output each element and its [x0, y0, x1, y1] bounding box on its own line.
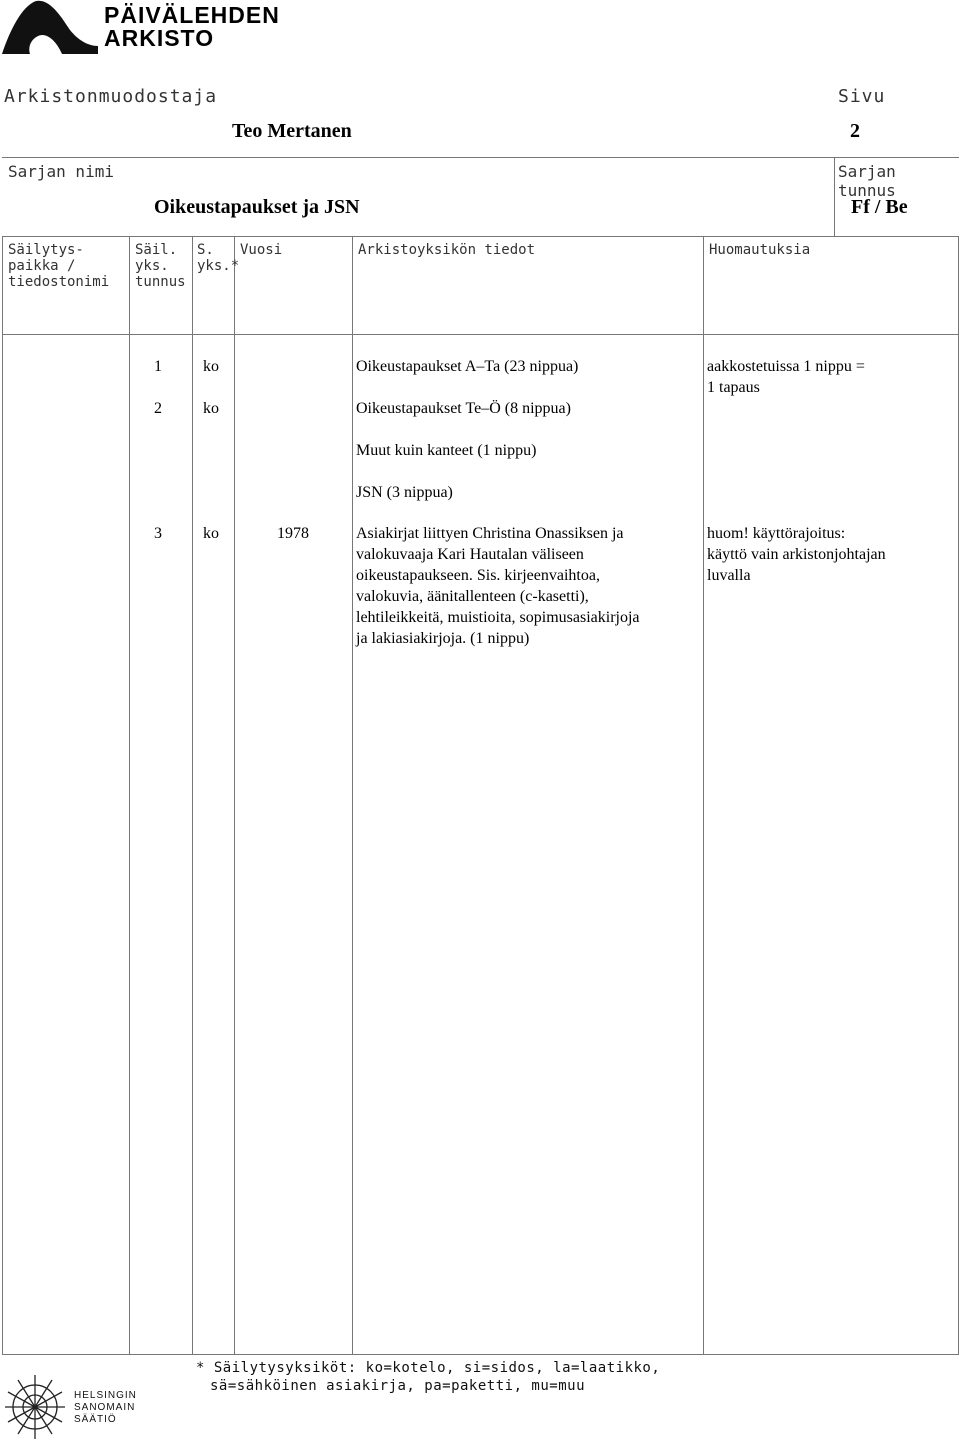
col-divider-4 — [352, 236, 353, 1355]
table-left-border — [2, 236, 3, 1355]
row-1-notes — [707, 356, 865, 398]
foot-logo-line: SÄÄTIÖ — [74, 1414, 117, 1425]
row-1-details-line: Oikeustapaukset A–Ta (23 nippua) — [356, 358, 579, 375]
header-divider — [2, 157, 959, 158]
paivalehden-arkisto-logo-icon — [0, 0, 100, 58]
col-divider-1 — [129, 236, 130, 1355]
helsingin-sanomain-saatio-logo-icon — [2, 1372, 68, 1442]
row-1-notes-line: 1 tapaus — [707, 379, 760, 396]
footnote-line: * Säilytysyksiköt: ko=kotelo, si=sidos, la=laatikko, — [196, 1360, 661, 1376]
row-3-details — [356, 523, 640, 649]
row-1-unit-type: ko — [203, 358, 219, 375]
row-3-notes-line: huom! käyttörajoitus: — [707, 525, 846, 542]
col-divider-2 — [192, 236, 193, 1355]
row-1-notes-line: aakkostetuissa 1 nippu = — [707, 358, 865, 375]
col-header-unit-id-line: tunnus — [135, 274, 186, 290]
col-divider-5 — [703, 236, 704, 1355]
row-3-notes — [707, 523, 886, 586]
row-3-details-line: oikeustapaukseen. Sis. kirjeenvaihtoa, — [356, 567, 600, 584]
row-2-unit-type: ko — [203, 400, 219, 417]
series-name-label: Sarjan nimi — [8, 162, 114, 181]
series-id-label: Sarjan tunnus — [838, 162, 896, 200]
table-right-border — [958, 236, 959, 1355]
row-3-year: 1978 — [277, 525, 309, 542]
row-3-notes-line: luvalla — [707, 567, 751, 584]
row-2-details — [356, 398, 571, 503]
creator-value: Teo Mertanen — [232, 120, 352, 142]
row-2-details-spacer — [356, 419, 571, 440]
row-3-details-line: valokuvia, äänitallenteen (c-kasetti), — [356, 588, 589, 605]
foot-logo-line: HELSINGIN — [74, 1390, 137, 1401]
col-header-unit-id-line: Säil. — [135, 242, 178, 258]
col-header-location-line: paikka / — [8, 258, 76, 274]
logo-line-1: PÄIVÄLEHDEN — [104, 2, 280, 28]
row-2-details-line: JSN (3 nippua) — [356, 484, 453, 501]
row-3-notes-line: käyttö vain arkistonjohtajan — [707, 546, 886, 563]
series-name-value: Oikeustapaukset ja JSN — [154, 196, 360, 218]
row-3-details-line: ja lakiasiakirjoja. (1 nippu) — [356, 630, 530, 647]
row-3-details-line: Asiakirjat liittyen Christina Onassiksen ja — [356, 525, 624, 542]
logo-line-2: ARKISTO — [104, 25, 215, 51]
row-3-unit-id: 3 — [154, 525, 162, 542]
foot-logo-wordmark — [74, 1390, 137, 1426]
col-header-unit-id-line: yks. — [135, 258, 169, 274]
foot-logo-line: SANOMAIN — [74, 1402, 136, 1413]
footnote-line: sä=sähköinen asiakirja, pa=paketti, mu=muu — [210, 1378, 586, 1394]
row-3-details-line: valokuvaaja Kari Hautalan väliseen — [356, 546, 584, 563]
table-top-border — [2, 236, 959, 237]
col-header-year: Vuosi — [240, 242, 283, 258]
row-2-details-spacer — [356, 461, 571, 482]
table-header-bottom-border — [2, 334, 959, 335]
row-3-details-line: lehtileikkeitä, muistioita, sopimusasiakirjoja — [356, 609, 640, 626]
col-header-details: Arkistoyksikön tiedot — [358, 242, 536, 258]
row-1-details — [356, 356, 578, 377]
col-header-unit-type-line: yks.* — [197, 258, 240, 274]
page-value: 2 — [850, 120, 860, 142]
row-2-details-line: Muut kuin kanteet (1 nippu) — [356, 442, 537, 459]
row-2-unit-id: 2 — [154, 400, 162, 417]
col-header-location — [8, 242, 109, 290]
col-header-location-line: Säilytys- — [8, 242, 84, 258]
page-label: Sivu — [838, 86, 886, 107]
series-id-value: Ff / Be — [851, 196, 908, 218]
row-3-unit-type: ko — [203, 525, 219, 542]
col-header-unit-type-line: S. — [197, 242, 214, 258]
row-1-unit-id: 1 — [154, 358, 162, 375]
col-header-unit-type — [197, 242, 239, 274]
col-divider-3 — [234, 236, 235, 1355]
col-header-location-line: tiedostonimi — [8, 274, 110, 290]
col-header-unit-id — [135, 242, 186, 290]
col-header-notes: Huomautuksia — [709, 242, 811, 258]
logo-wordmark — [104, 4, 280, 50]
series-id-divider — [834, 157, 835, 236]
table-bottom-border — [2, 1354, 959, 1355]
row-2-details-line: Oikeustapaukset Te–Ö (8 nippua) — [356, 400, 571, 417]
creator-label: Arkistonmuodostaja — [4, 86, 218, 107]
unit-type-footnote — [196, 1359, 660, 1395]
